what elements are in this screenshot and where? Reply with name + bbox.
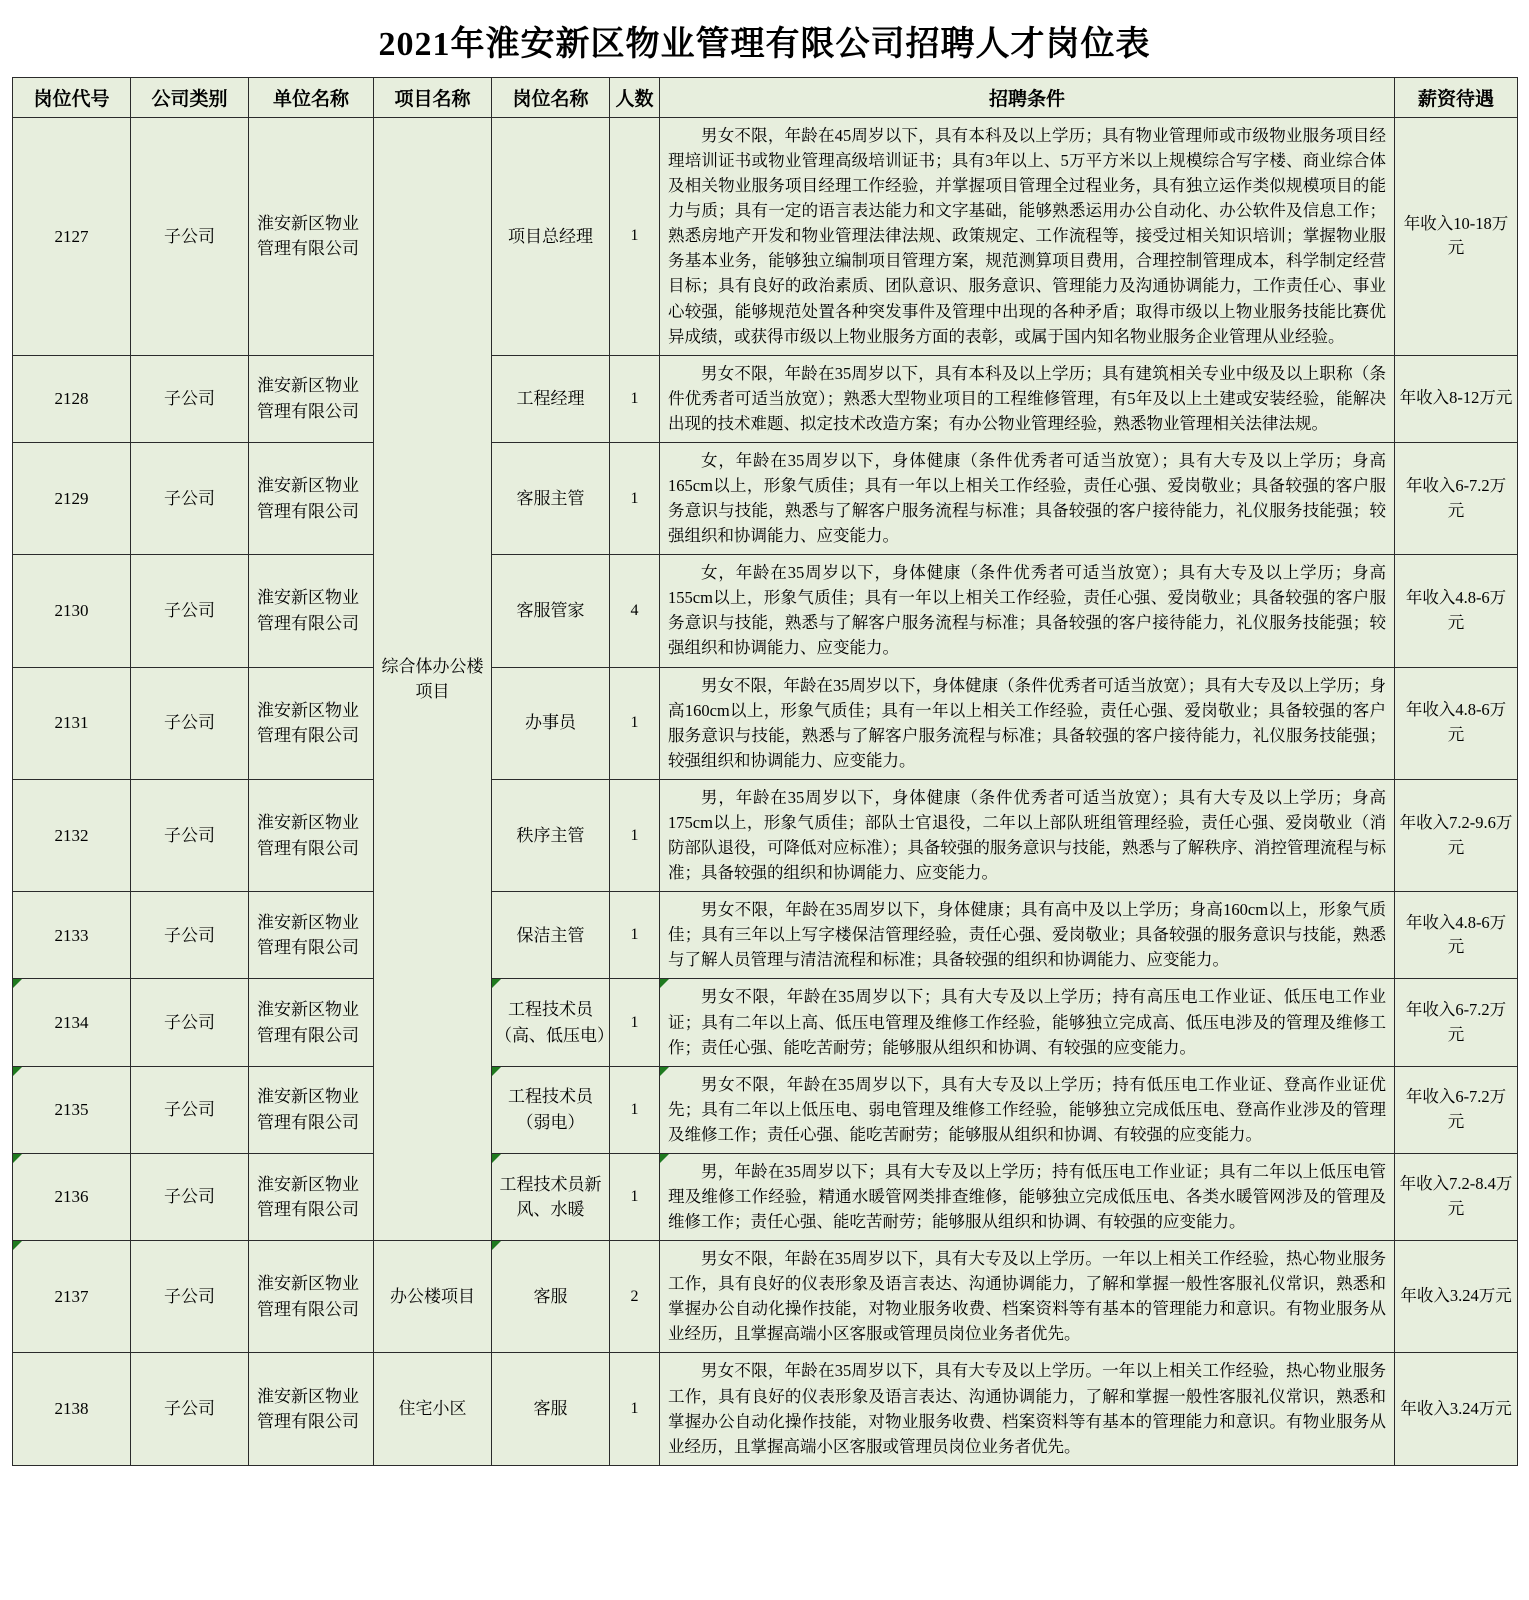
cell-code: 2138 <box>13 1353 131 1465</box>
cell-code: 2131 <box>13 667 131 779</box>
cell-post: 客服管家 <box>492 555 610 667</box>
cell-salary: 年收入6-7.2万元 <box>1395 979 1518 1066</box>
jobs-table <box>12 77 1518 1466</box>
cell-count: 1 <box>610 442 660 554</box>
cell-post: 客服 <box>492 1241 610 1353</box>
cell-salary: 年收入6-7.2万元 <box>1395 442 1518 554</box>
col-header-requirements: 招聘条件 <box>660 78 1395 118</box>
table-body <box>13 118 1518 1466</box>
col-header-company-type: 公司类别 <box>131 78 249 118</box>
cell-unit: 淮安新区物业管理有限公司 <box>249 555 374 667</box>
cell-count: 1 <box>610 355 660 442</box>
cell-post: 保洁主管 <box>492 892 610 979</box>
cell-company-type: 子公司 <box>131 667 249 779</box>
cell-post: 客服 <box>492 1353 610 1465</box>
table-row <box>13 892 1518 979</box>
cell-company-type: 子公司 <box>131 1241 249 1353</box>
table-row <box>13 1066 1518 1153</box>
cell-code: 2129 <box>13 442 131 554</box>
cell-unit: 淮安新区物业管理有限公司 <box>249 1241 374 1353</box>
cell-requirements: 男女不限，年龄在35周岁以下，具有大专及以上学历；持有低压电工作业证、登高作业证优先；具有二年以上低压电、弱电管理及维修工作经验，能够独立完成低压电、登高作业涉及的管理及维修工作；责任心强、能吃苦耐劳；能够服从组织和协调、有较强的应变能力。 <box>660 1066 1395 1153</box>
cell-salary: 年收入10-18万元 <box>1395 118 1518 356</box>
cell-requirements: 女，年龄在35周岁以下，身体健康（条件优秀者可适当放宽）；具有大专及以上学历；身高155cm以上，形象气质佳；具有一年以上相关工作经验，责任心强、爱岗敬业；具备较强的客户服务意识与技能，熟悉与了解客户服务流程与标准；具备较强的客户接待能力，礼仪服务技能强；较强组织和协调能力、应变能力。 <box>660 555 1395 667</box>
cell-code: 2136 <box>13 1153 131 1240</box>
cell-salary: 年收入3.24万元 <box>1395 1353 1518 1465</box>
table-row <box>13 1353 1518 1465</box>
col-header-post: 岗位名称 <box>492 78 610 118</box>
col-header-salary: 薪资待遇 <box>1395 78 1518 118</box>
table-row <box>13 118 1518 356</box>
cell-unit: 淮安新区物业管理有限公司 <box>249 892 374 979</box>
cell-code: 2135 <box>13 1066 131 1153</box>
cell-unit: 淮安新区物业管理有限公司 <box>249 667 374 779</box>
cell-salary: 年收入7.2-9.6万元 <box>1395 779 1518 891</box>
cell-count: 1 <box>610 667 660 779</box>
cell-requirements: 男女不限，年龄在35周岁以下，具有大专及以上学历。一年以上相关工作经验，热心物业服务工作，具有良好的仪表形象及语言表达、沟通协调能力，了解和掌握一般性客服礼仪常识，熟悉和掌握办公自动化操作技能，对物业服务收费、档案资料等有基本的管理能力和意识。有物业服务从业经历，且掌握高端小区客服或管理员岗位业务者优先。 <box>660 1353 1395 1465</box>
cell-company-type: 子公司 <box>131 355 249 442</box>
cell-unit: 淮安新区物业管理有限公司 <box>249 979 374 1066</box>
cell-count: 1 <box>610 779 660 891</box>
col-header-unit: 单位名称 <box>249 78 374 118</box>
table-row <box>13 979 1518 1066</box>
cell-code: 2132 <box>13 779 131 891</box>
page-title: 2021年淮安新区物业管理有限公司招聘人才岗位表 <box>378 26 1151 63</box>
cell-code: 2128 <box>13 355 131 442</box>
table-row <box>13 555 1518 667</box>
cell-unit: 淮安新区物业管理有限公司 <box>249 442 374 554</box>
col-header-project: 项目名称 <box>374 78 492 118</box>
col-header-code: 岗位代号 <box>13 78 131 118</box>
cell-unit: 淮安新区物业管理有限公司 <box>249 355 374 442</box>
table-header <box>13 78 1518 118</box>
cell-company-type: 子公司 <box>131 442 249 554</box>
cell-post: 办事员 <box>492 667 610 779</box>
cell-project-group: 综合体办公楼项目 <box>374 118 492 1241</box>
cell-salary: 年收入3.24万元 <box>1395 1241 1518 1353</box>
cell-count: 1 <box>610 892 660 979</box>
cell-code: 2130 <box>13 555 131 667</box>
table-row <box>13 1153 1518 1240</box>
cell-requirements: 男女不限，年龄在35周岁以下，具有本科及以上学历；具有建筑相关专业中级及以上职称（条件优秀者可适当放宽）；熟悉大型物业项目的工程维修管理，有5年及以上土建或安装经验，能解决出现的技术难题、拟定技术改造方案；有办公物业管理经验，熟悉物业管理相关法律法规。 <box>660 355 1395 442</box>
cell-company-type: 子公司 <box>131 979 249 1066</box>
cell-count: 1 <box>610 1153 660 1240</box>
cell-company-type: 子公司 <box>131 1066 249 1153</box>
cell-project: 住宅小区 <box>374 1353 492 1465</box>
cell-requirements: 男，年龄在35周岁以下；具有大专及以上学历；持有低压电工作业证；具有二年以上低压电管理及维修工作经验，精通水暖管网类排查维修，能够独立完成低压电、各类水暖管网涉及的管理及维修工作；责任心强、能吃苦耐劳；能够服从组织和协调、有较强的应变能力。 <box>660 1153 1395 1240</box>
cell-post: 客服主管 <box>492 442 610 554</box>
cell-company-type: 子公司 <box>131 892 249 979</box>
cell-post: 项目总经理 <box>492 118 610 356</box>
cell-count: 1 <box>610 1353 660 1465</box>
table-row <box>13 1241 1518 1353</box>
cell-requirements: 女，年龄在35周岁以下，身体健康（条件优秀者可适当放宽）；具有大专及以上学历；身高165cm以上，形象气质佳；具有一年以上相关工作经验，责任心强、爱岗敬业；具备较强的客户服务意识与技能，熟悉与了解客户服务流程与标准；具备较强的客户接待能力，礼仪服务技能强；较强组织和协调能力、应变能力。 <box>660 442 1395 554</box>
cell-count: 1 <box>610 979 660 1066</box>
cell-project: 办公楼项目 <box>374 1241 492 1353</box>
cell-salary: 年收入4.8-6万元 <box>1395 892 1518 979</box>
cell-count: 1 <box>610 1066 660 1153</box>
cell-company-type: 子公司 <box>131 555 249 667</box>
cell-requirements: 男女不限，年龄在45周岁以下，具有本科及以上学历；具有物业管理师或市级物业服务项目经理培训证书或物业管理高级培训证书；具有3年以上、5万平方米以上规模综合写字楼、商业综合体及相关物业服务项目经理工作经验，并掌握项目管理全过程业务，具有独立运作类似规模项目的能力与质；具有一定的语言表达能力和文字基础，能够熟悉运用办公自动化、办公软件及信息工作；熟悉房地产开发和物业管理法律法规、政策规定、工作流程等，接受过相关知识培训；掌握物业服务基本业务，能够独立编制项目管理方案，规范测算项目费用，合理控制管理成本，科学制定经营目标；具有良好的政治素质、团队意识、服务意识、管理能力及沟通协调能力，工作责任心、事业心较强，能够规范处置各种突发事件及管理中出现的各种矛盾；取得市级以上物业服务技能比赛优异成绩，或获得市级以上物业服务方面的表彰，或属于国内知名物业服务企业管理从业经验。 <box>660 118 1395 356</box>
cell-code: 2134 <box>13 979 131 1066</box>
cell-requirements: 男，年龄在35周岁以下，身体健康（条件优秀者可适当放宽）；具有大专及以上学历；身高175cm以上，形象气质佳；部队士官退役，二年以上部队班组管理经验，责任心强、爱岗敬业（消防部队退役，可降低对应标准）；具备较强的服务意识与技能，熟悉与了解秩序、消控管理流程与标准；具备较强的组织和协调能力、应变能力。 <box>660 779 1395 891</box>
cell-salary: 年收入7.2-8.4万元 <box>1395 1153 1518 1240</box>
cell-post: 工程技术员（弱电） <box>492 1066 610 1153</box>
cell-unit: 淮安新区物业管理有限公司 <box>249 1066 374 1153</box>
cell-requirements: 男女不限，年龄在35周岁以下，身体健康（条件优秀者可适当放宽）；具有大专及以上学历；身高160cm以上，形象气质佳；具有一年以上相关工作经验，责任心强、爱岗敬业；具备较强的客户服务意识与技能，熟悉与了解客户服务流程与标准；具备较强的客户接待能力，礼仪服务技能强；较强组织和协调能力、应变能力。 <box>660 667 1395 779</box>
cell-unit: 淮安新区物业管理有限公司 <box>249 1153 374 1240</box>
cell-company-type: 子公司 <box>131 118 249 356</box>
table-row <box>13 667 1518 779</box>
cell-requirements: 男女不限，年龄在35周岁以下；具有大专及以上学历；持有高压电工作业证、低压电工作业证；具有二年以上高、低压电管理及维修工作经验，能够独立完成高、低压电涉及的管理及维修工作；责任心强、能吃苦耐劳；能够服从组织和协调、有较强的应变能力。 <box>660 979 1395 1066</box>
col-header-count: 人数 <box>610 78 660 118</box>
cell-post: 秩序主管 <box>492 779 610 891</box>
cell-code: 2133 <box>13 892 131 979</box>
cell-company-type: 子公司 <box>131 779 249 891</box>
table-row <box>13 779 1518 891</box>
cell-salary: 年收入8-12万元 <box>1395 355 1518 442</box>
cell-count: 2 <box>610 1241 660 1353</box>
cell-code: 2127 <box>13 118 131 356</box>
cell-post: 工程经理 <box>492 355 610 442</box>
cell-count: 1 <box>610 118 660 356</box>
cell-unit: 淮安新区物业管理有限公司 <box>249 1353 374 1465</box>
cell-salary: 年收入6-7.2万元 <box>1395 1066 1518 1153</box>
cell-unit: 淮安新区物业管理有限公司 <box>249 779 374 891</box>
cell-company-type: 子公司 <box>131 1353 249 1465</box>
table-row <box>13 442 1518 554</box>
table-row <box>13 355 1518 442</box>
cell-salary: 年收入4.8-6万元 <box>1395 555 1518 667</box>
cell-post: 工程技术员新风、水暖 <box>492 1153 610 1240</box>
cell-requirements: 男女不限，年龄在35周岁以下，身体健康；具有高中及以上学历；身高160cm以上，形象气质佳；具有三年以上写字楼保洁管理经验，责任心强、爱岗敬业；具备较强的服务意识与技能，熟悉与了解人员管理与清洁流程和标准；具备较强的组织和协调能力、应变能力。 <box>660 892 1395 979</box>
cell-post: 工程技术员（高、低压电） <box>492 979 610 1066</box>
cell-count: 4 <box>610 555 660 667</box>
cell-company-type: 子公司 <box>131 1153 249 1240</box>
cell-requirements: 男女不限，年龄在35周岁以下，具有大专及以上学历。一年以上相关工作经验，热心物业服务工作，具有良好的仪表形象及语言表达、沟通协调能力，了解和掌握一般性客服礼仪常识，熟悉和掌握办公自动化操作技能，对物业服务收费、档案资料等有基本的管理能力和意识。有物业服务从业经历，且掌握高端小区客服或管理员岗位业务者优先。 <box>660 1241 1395 1353</box>
table-header-row <box>13 78 1518 118</box>
cell-unit: 淮安新区物业管理有限公司 <box>249 118 374 356</box>
cell-salary: 年收入4.8-6万元 <box>1395 667 1518 779</box>
cell-code: 2137 <box>13 1241 131 1353</box>
